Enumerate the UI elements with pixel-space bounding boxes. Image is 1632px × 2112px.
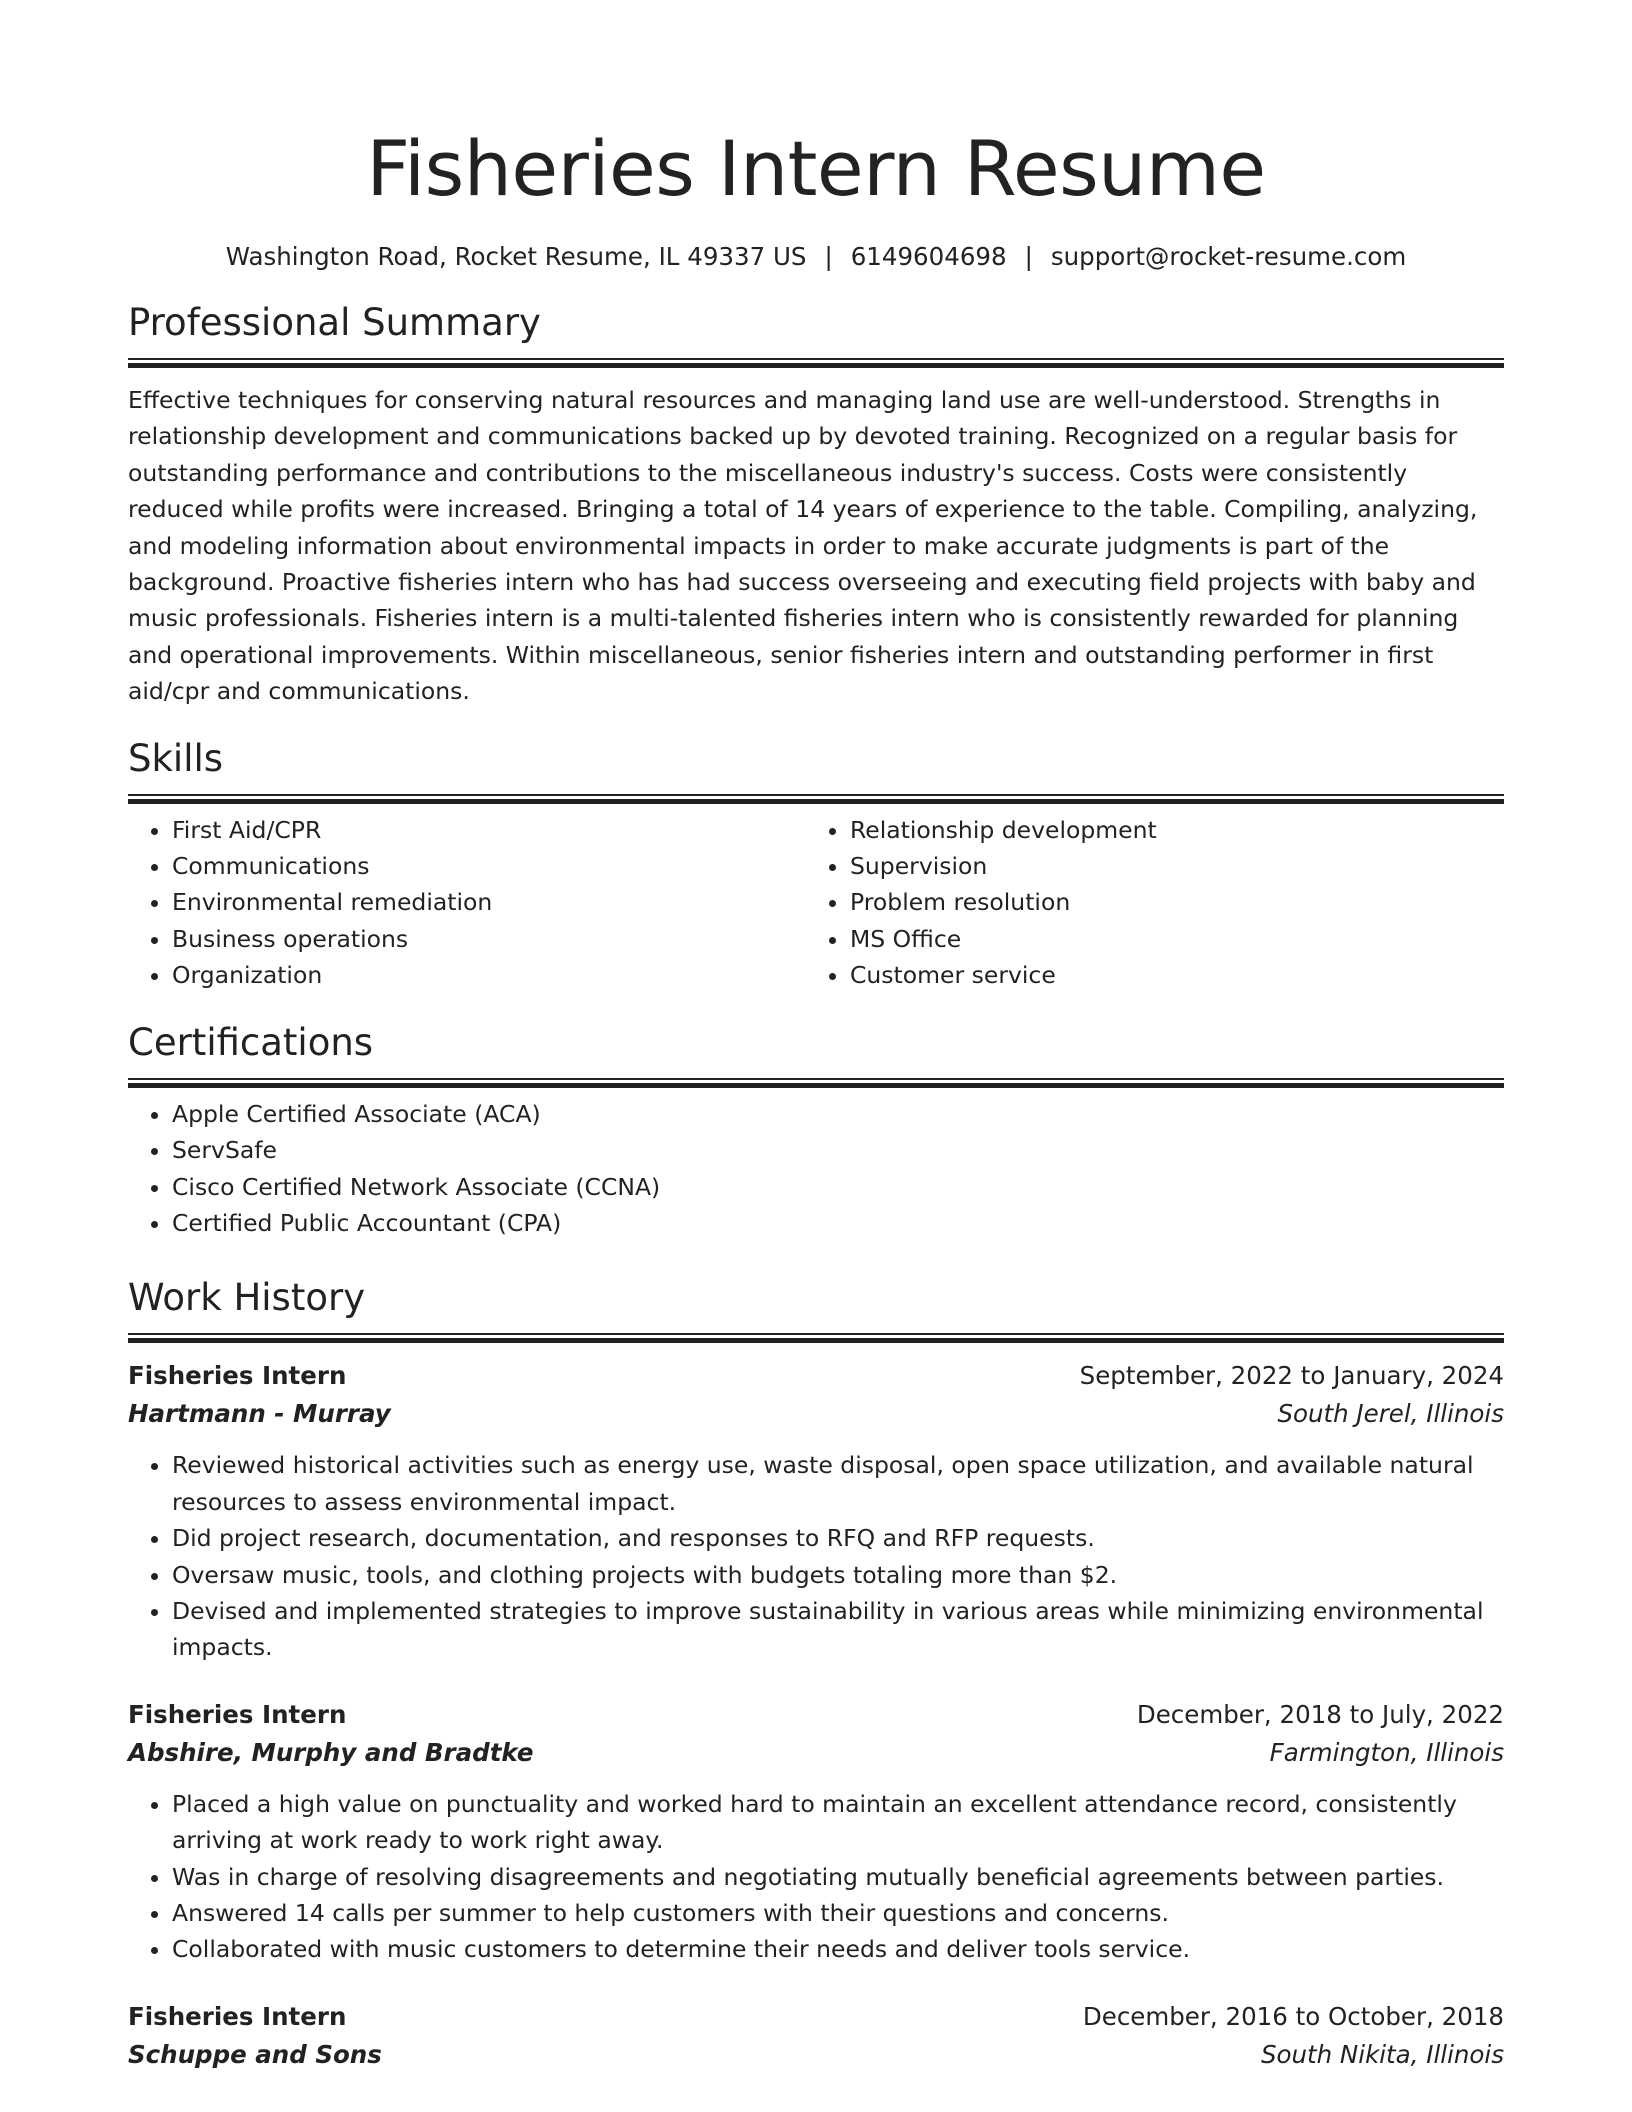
job-duty: • Collaborated with music customers to determine their needs and deliver tools service. [172,1931,1504,1967]
skill-item: • Supervision [850,848,1484,884]
job-location: Farmington, Illinois [1269,1737,1504,1767]
contact-phone: 6149604698 [850,242,1007,271]
job-entry [128,1696,1504,1968]
section-divider [128,1333,1504,1343]
certifications-section [128,1018,1504,1242]
work-history-section [128,1273,1504,2073]
skill-item: • Customer service [850,957,1484,993]
resume-title: Fisheries Intern Resume [366,124,1266,213]
section-divider [128,358,1504,368]
job-entry [128,1357,1504,1665]
job-duties-list [128,1447,1504,1665]
contact-separator: | [1024,242,1033,271]
contact-line [128,240,1504,274]
job-duty: • Oversaw music, tools, and clothing projects with budgets totaling more than $2. [172,1557,1504,1593]
skills-section [128,734,1504,994]
contact-separator: | [824,242,833,271]
section-heading-summary: Professional Summary [128,301,541,344]
skills-list-left [128,812,806,994]
contact-email: support@rocket-resume.com [1050,242,1407,271]
skills-list-right [806,812,1484,994]
job-duty: • Did project research, documentation, and responses to RFQ and RFP requests. [172,1520,1504,1556]
job-subheader-row [128,1395,1504,1433]
skill-item: • Communications [172,848,806,884]
section-divider [128,794,1504,804]
summary-text: Effective techniques for conserving natural resources and managing land use are well-understood. Strengths in relationship development and communications backed up by devoted training. Recognized on a regular basis for outstanding performance and contributions to the miscellaneous industry's success. Costs were consistently reduced while profits were increased. Bringing a total of 14 years of experience to the table. Compiling, analyzing, and modeling information about environmental impacts in order to make accurate judgments is part of the background. Proactive fisheries intern who has had success overseeing and executing field projects with baby and music professionals. Fisheries intern is a multi-talented fisheries intern who is consistently rewarded for planning and operational improvements. Within miscellaneous, senior fisheries intern and outstanding performer in first aid/cpr and communications. [128,386,1478,706]
job-entry [128,1998,1504,2074]
skill-item: • Relationship development [850,812,1484,848]
job-subheader-row [128,1734,1504,1772]
section-heading-skills: Skills [128,736,224,780]
resume-page [128,0,1504,2074]
job-company: Hartmann - Murray [128,1399,391,1429]
skill-item: • Organization [172,957,806,993]
job-dates: December, 2018 to July, 2022 [1136,1699,1504,1729]
contact-address: Washington Road, Rocket Resume, IL 49337 US [225,242,807,271]
certification-item: • Certified Public Accountant (CPA) [172,1205,1504,1241]
certification-item: • Cisco Certified Network Associate (CCNA) [172,1169,1504,1205]
certification-item: • Apple Certified Associate (ACA) [172,1096,1504,1132]
section-divider [128,1078,1504,1088]
job-location: South Nikita, Illinois [1260,2039,1504,2069]
job-title: Fisheries Intern [128,1699,347,1729]
job-header-row [128,1998,1504,2036]
job-dates: September, 2022 to January, 2024 [1079,1361,1504,1391]
job-duty: • Answered 14 calls per summer to help customers with their questions and concerns. [172,1895,1504,1931]
job-duties-list [128,1786,1504,1968]
skills-grid [128,804,1504,994]
skill-item: • First Aid/CPR [172,812,806,848]
skill-item: • Problem resolution [850,884,1484,920]
job-location: South Jerel, Illinois [1277,1399,1504,1429]
skill-item: • MS Office [850,921,1484,957]
job-subheader-row [128,2036,1504,2074]
summary-section [128,298,1504,710]
job-title: Fisheries Intern [128,1361,347,1391]
job-dates: December, 2016 to October, 2018 [1082,2001,1504,2031]
skill-item: • Business operations [172,921,806,957]
job-duty: • Reviewed historical activities such as energy use, waste disposal, open space utilization, and available natural resources to assess environmental impact. [172,1447,1504,1520]
section-heading-certifications: Certifications [128,1020,374,1064]
skill-item: • Environmental remediation [172,884,806,920]
job-duty: • Placed a high value on punctuality and worked hard to maintain an excellent attendance record, consistently arriving at work ready to work right away. [172,1786,1504,1859]
certification-item: • ServSafe [172,1132,1504,1168]
certifications-list [128,1096,1504,1242]
job-company: Abshire, Murphy and Bradtke [128,1737,534,1767]
job-header-row [128,1696,1504,1734]
job-header-row [128,1357,1504,1395]
job-duty: • Devised and implemented strategies to improve sustainability in various areas while minimizing environmental impacts. [172,1593,1504,1666]
section-heading-work-history: Work History [128,1276,366,1320]
job-company: Schuppe and Sons [128,2039,382,2069]
job-duty: • Was in charge of resolving disagreements and negotiating mutually beneficial agreements between parties. [172,1859,1504,1895]
job-title: Fisheries Intern [128,2001,347,2031]
